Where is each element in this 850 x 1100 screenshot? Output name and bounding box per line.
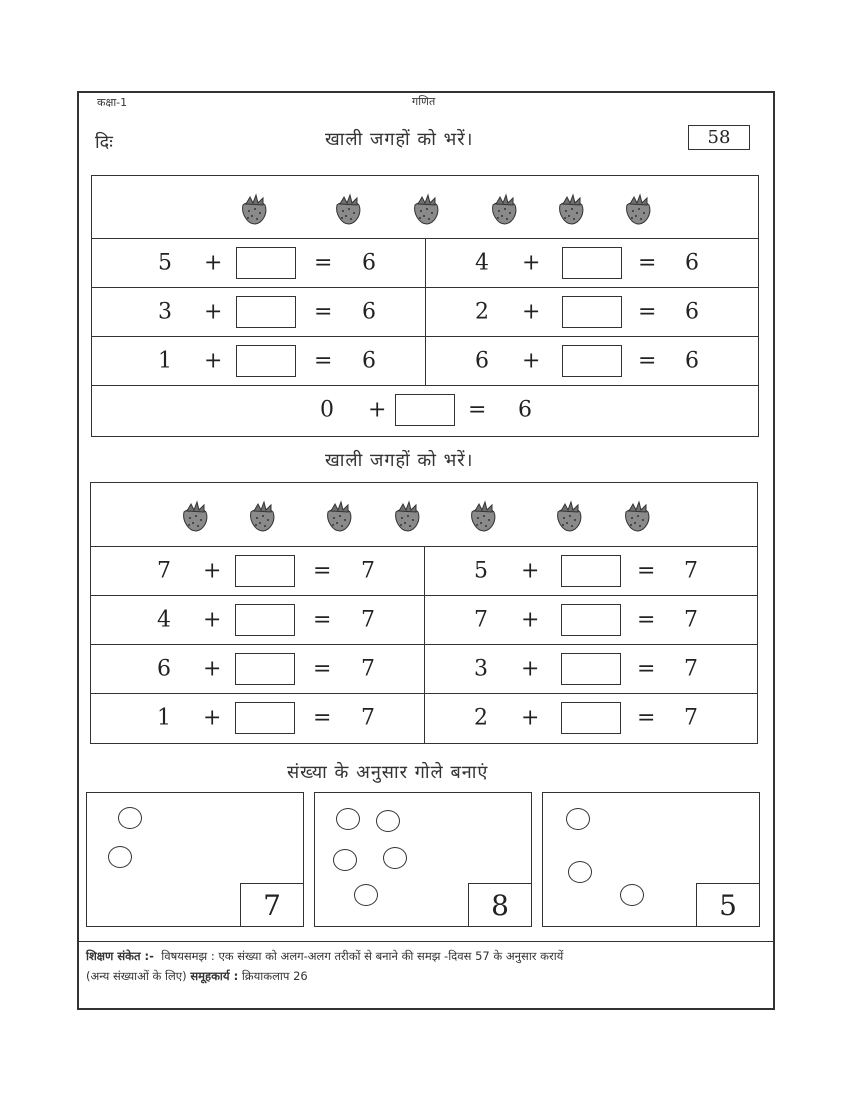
- addend: 3: [158, 299, 172, 325]
- equation: [91, 694, 423, 742]
- answer-blank[interactable]: [561, 604, 621, 636]
- sum: 7: [684, 705, 698, 731]
- section1-table: [91, 175, 759, 437]
- plus-sign: +: [521, 656, 540, 682]
- equals-sign: =: [637, 656, 656, 682]
- strawberry-icon: [410, 191, 442, 227]
- sum: 6: [362, 348, 376, 374]
- addend: 7: [474, 607, 488, 633]
- answer-blank[interactable]: [395, 394, 455, 426]
- sum: 7: [684, 656, 698, 682]
- equation: [425, 645, 757, 693]
- equation: [91, 596, 423, 644]
- strawberry-icon: [179, 498, 211, 534]
- addend: 0: [320, 397, 334, 423]
- equation: [92, 288, 424, 336]
- equation: [92, 337, 424, 385]
- number-box: 8: [468, 883, 532, 927]
- addend: 6: [475, 348, 489, 374]
- sum: 6: [685, 250, 699, 276]
- equals-sign: =: [313, 607, 332, 633]
- drawn-circle: [383, 847, 407, 869]
- answer-blank[interactable]: [562, 247, 622, 279]
- equals-sign: =: [637, 558, 656, 584]
- plus-sign: +: [521, 705, 540, 731]
- equals-sign: =: [638, 250, 657, 276]
- teaching-label: शिक्षण संकेत :-: [86, 949, 154, 963]
- plus-sign: +: [203, 705, 222, 731]
- strawberry-icon: [488, 191, 520, 227]
- strawberry-icon: [622, 191, 654, 227]
- addend: 1: [158, 348, 172, 374]
- strawberry-icon: [555, 191, 587, 227]
- plus-sign: +: [204, 348, 223, 374]
- addend: 7: [157, 558, 171, 584]
- equals-sign: =: [313, 705, 332, 731]
- section3-title: संख्या के अनुसार गोले बनाएं: [287, 762, 489, 783]
- group-label: समूहकार्य :: [190, 969, 239, 983]
- sum: 6: [518, 397, 532, 423]
- addend: 4: [157, 607, 171, 633]
- equation: [425, 596, 757, 644]
- equals-sign: =: [313, 656, 332, 682]
- plus-sign: +: [203, 656, 222, 682]
- drawn-circle: [354, 884, 378, 906]
- equation: [426, 337, 758, 385]
- equals-sign: =: [637, 607, 656, 633]
- drawn-circle: [566, 808, 590, 830]
- teaching-text-line2: (अन्य संख्याओं के लिए): [86, 969, 187, 983]
- footer-divider: [77, 941, 775, 942]
- circle-box: [86, 792, 304, 927]
- group-text: क्रियाकलाप 26: [241, 969, 308, 983]
- teaching-notes: [86, 946, 766, 986]
- page-number-box: 58: [688, 125, 750, 150]
- equation: [91, 547, 423, 595]
- plus-sign: +: [521, 558, 540, 584]
- answer-blank[interactable]: [562, 345, 622, 377]
- answer-blank[interactable]: [235, 653, 295, 685]
- drawn-circle: [568, 861, 592, 883]
- class-label: कक्षा-1: [97, 96, 128, 109]
- teaching-text-line1: विषयसमझ : एक संख्या को अलग-अलग तरीकों से बनाने की समझ -दिवस 57 के अनुसार करायें: [161, 949, 564, 963]
- plus-sign: +: [522, 250, 541, 276]
- drawn-circle: [118, 807, 142, 829]
- addend: 4: [475, 250, 489, 276]
- strawberry-icon: [467, 498, 499, 534]
- plus-sign: +: [521, 607, 540, 633]
- equation: [92, 239, 424, 287]
- answer-blank[interactable]: [561, 653, 621, 685]
- answer-blank[interactable]: [235, 702, 295, 734]
- answer-blank[interactable]: [561, 702, 621, 734]
- sum: 6: [362, 250, 376, 276]
- equals-sign: =: [637, 705, 656, 731]
- page-title: खाली जगहों को भरें।: [325, 129, 474, 150]
- answer-blank[interactable]: [562, 296, 622, 328]
- sum: 7: [684, 558, 698, 584]
- drawn-circle: [376, 810, 400, 832]
- answer-blank[interactable]: [561, 555, 621, 587]
- subject-label: गणित: [412, 95, 436, 108]
- drawn-circle: [333, 849, 357, 871]
- equation: [426, 239, 758, 287]
- equation: [92, 386, 758, 434]
- plus-sign: +: [368, 397, 387, 423]
- equals-sign: =: [313, 558, 332, 584]
- equals-sign: =: [314, 348, 333, 374]
- drawn-circle: [108, 846, 132, 868]
- circle-box: [542, 792, 760, 927]
- addend: 3: [474, 656, 488, 682]
- plus-sign: +: [203, 607, 222, 633]
- sum: 6: [685, 348, 699, 374]
- equation: [425, 547, 757, 595]
- addend: 2: [475, 299, 489, 325]
- sum: 7: [361, 558, 375, 584]
- number-box: 5: [696, 883, 760, 927]
- plus-sign: +: [204, 299, 223, 325]
- answer-blank[interactable]: [236, 296, 296, 328]
- strawberry-icon: [238, 191, 270, 227]
- addend: 1: [157, 705, 171, 731]
- answer-blank[interactable]: [236, 247, 296, 279]
- sum: 6: [685, 299, 699, 325]
- number-box: 7: [240, 883, 304, 927]
- section2-title: खाली जगहों को भरें।: [325, 450, 474, 471]
- answer-blank[interactable]: [235, 555, 295, 587]
- answer-blank[interactable]: [235, 604, 295, 636]
- plus-sign: +: [204, 250, 223, 276]
- date-label: दिः: [95, 132, 114, 153]
- addend: 5: [158, 250, 172, 276]
- sum: 7: [361, 607, 375, 633]
- equals-sign: =: [314, 299, 333, 325]
- addend: 5: [474, 558, 488, 584]
- addend: 2: [474, 705, 488, 731]
- strawberry-icon: [246, 498, 278, 534]
- plus-sign: +: [203, 558, 222, 584]
- sum: 7: [684, 607, 698, 633]
- equals-sign: =: [314, 250, 333, 276]
- circle-box: [314, 792, 532, 927]
- sum: 7: [361, 705, 375, 731]
- drawn-circle: [620, 884, 644, 906]
- equals-sign: =: [638, 299, 657, 325]
- plus-sign: +: [522, 348, 541, 374]
- equation: [425, 694, 757, 742]
- strawberry-icon: [553, 498, 585, 534]
- strawberry-icon: [332, 191, 364, 227]
- section2-table: [90, 482, 758, 744]
- equation: [91, 645, 423, 693]
- sum: 6: [362, 299, 376, 325]
- drawn-circle: [336, 808, 360, 830]
- sum: 7: [361, 656, 375, 682]
- equals-sign: =: [468, 397, 487, 423]
- plus-sign: +: [522, 299, 541, 325]
- equation: [426, 288, 758, 336]
- equals-sign: =: [638, 348, 657, 374]
- strawberry-icon: [323, 498, 355, 534]
- strawberry-icon: [391, 498, 423, 534]
- strawberry-icon: [621, 498, 653, 534]
- answer-blank[interactable]: [236, 345, 296, 377]
- addend: 6: [157, 656, 171, 682]
